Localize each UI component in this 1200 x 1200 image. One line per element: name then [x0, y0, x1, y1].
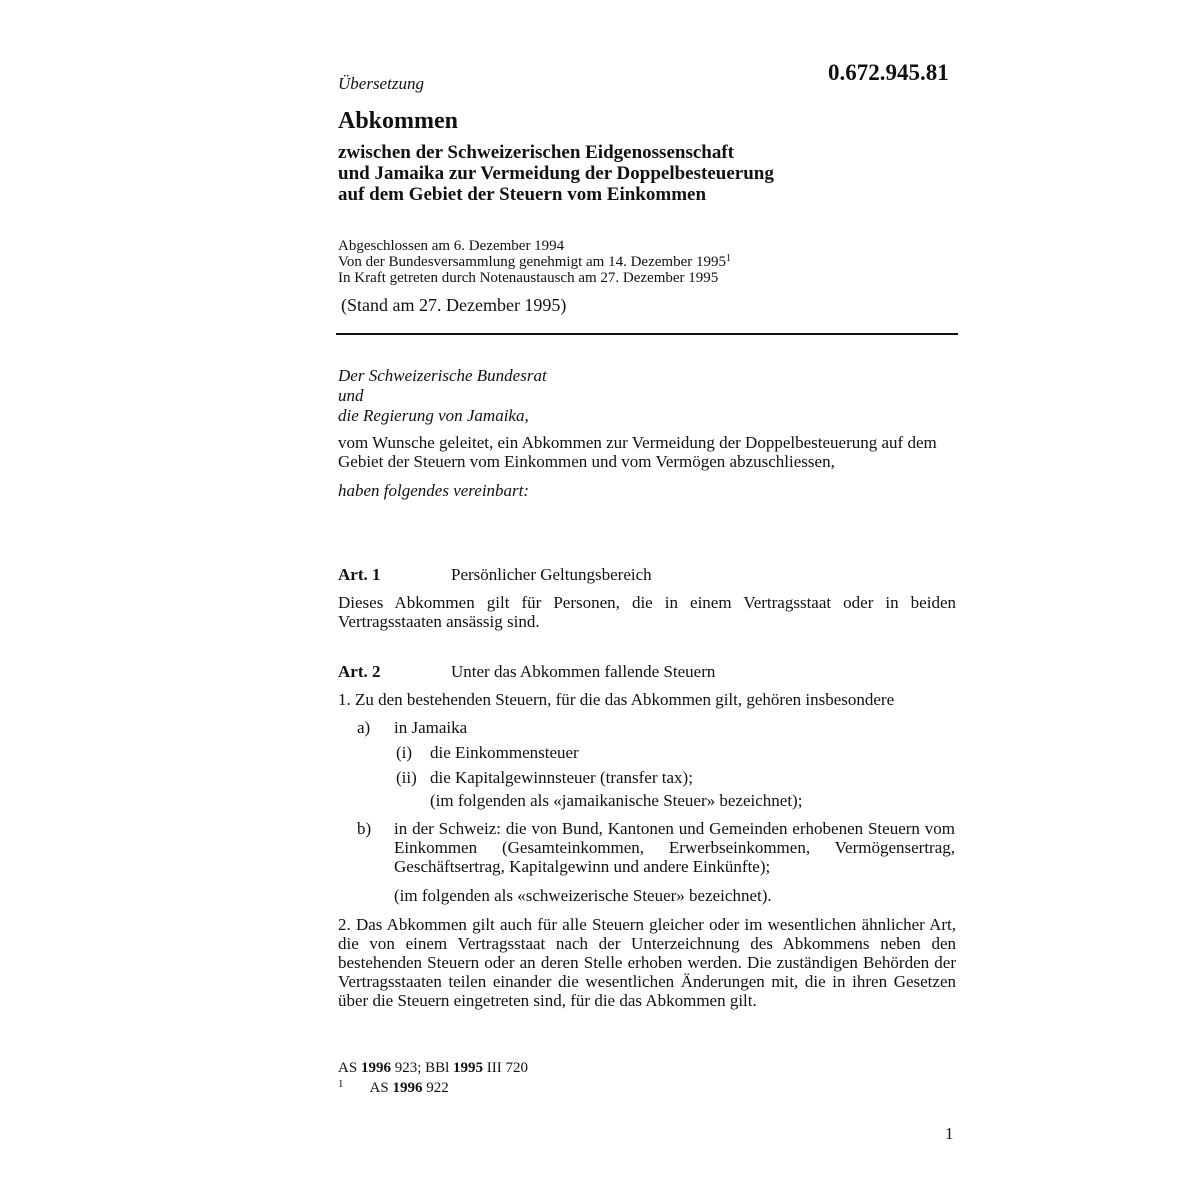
preamble-text: vom Wunsche geleitet, ein Abkommen zur Vermeidung der Doppelbesteuerung auf dem Gebiet der Steuern vom Einkommen und vom Vermögen abzuschliessen,	[338, 433, 937, 471]
approval-text: Von der Bundesversammlung genehmigt am 14. Dezember 1995	[338, 254, 726, 270]
article-paragraph: 1. Zu den bestehenden Steuern, für die das Abkommen gilt, gehören insbesondere	[338, 690, 895, 709]
sublist-item: die Kapitalgewinnsteuer (transfer tax);	[430, 768, 693, 787]
citation-text: 922	[422, 1080, 449, 1096]
list-item: in Jamaika	[394, 718, 468, 737]
concluded-date: Abgeschlossen am 6. Dezember 1994	[338, 238, 565, 254]
citation-year: 1996	[392, 1080, 423, 1096]
citation-text: AS	[338, 1060, 361, 1076]
document-title: Abkommen	[338, 108, 459, 134]
source-citation	[338, 1059, 528, 1078]
document-subtitle	[338, 142, 774, 205]
sublist-label: (i)	[396, 743, 413, 762]
article-text: Dieses Abkommen gilt für Personen, die in einem Vertragsstaat oder in beiden Vertragsstaaten ansässig sind.	[338, 593, 956, 631]
subtitle-line: zwischen der Schweizerischen Eidgenossenschaft	[338, 142, 734, 163]
article-title: Persönlicher Geltungsbereich	[451, 565, 652, 584]
footnote-1	[338, 1079, 449, 1099]
article-title: Unter das Abkommen fallende Steuern	[451, 662, 716, 681]
article-paragraph: 2. Das Abkommen gilt auch für alle Steuern gleicher oder im wesentlichen ähnlicher Art, die von einem Vertragsstaat nach der Unterzeichnung des Abkommens neben den bestehenden Steuern oder an deren Stelle erhoben werden. Die zuständigen Behörden der Vertragsstaaten teilen einander die wesentlichen Änderungen mit, die in ihren Gesetzen über die Steuern eingetreten sind, für die das Abkommen gilt.	[338, 915, 956, 1010]
list-item: in der Schweiz: die von Bund, Kantonen und Gemeinden erhobenen Steuern vom Einkommen (Gesamteinkommen, Erwerbseinkommen, Vermögensertrag, Geschäftsertrag, Kapitalgewinn und andere Einkünfte);	[394, 819, 955, 876]
document-metadata	[338, 238, 731, 286]
sr-number: 0.672.945.81	[828, 60, 949, 85]
citation-year: 1995	[453, 1060, 484, 1076]
page-number: 1	[945, 1124, 954, 1143]
citation-year: 1996	[360, 1060, 391, 1076]
article-number: Art. 1	[338, 565, 381, 584]
citation-text: III 720	[483, 1060, 529, 1076]
list-note: (im folgenden als «schweizerische Steuer» bezeichnet).	[394, 886, 772, 905]
footnote-mark: 1	[338, 1078, 344, 1090]
party-conjunction: und	[338, 386, 364, 405]
list-label: b)	[357, 819, 372, 838]
in-force-date: In Kraft getreten durch Notenaustausch am 27. Dezember 1995	[338, 270, 719, 286]
footnote-ref: 1	[725, 253, 731, 264]
status-date: (Stand am 27. Dezember 1995)	[341, 295, 567, 315]
preamble-closing: haben folgendes vereinbart:	[338, 481, 530, 500]
citation-text: AS	[369, 1080, 393, 1096]
party-jamaica: die Regierung von Jamaika,	[338, 406, 529, 425]
list-label: a)	[357, 718, 371, 737]
translation-label: Übersetzung	[338, 74, 424, 93]
sublist-label: (ii)	[396, 768, 417, 787]
subtitle-line: und Jamaika zur Vermeidung der Doppelbesteuerung	[338, 163, 774, 184]
sublist-item: die Einkommensteuer	[430, 743, 579, 762]
subtitle-line: auf dem Gebiet der Steuern vom Einkommen	[338, 184, 707, 205]
citation-text: 923; BBl	[390, 1060, 454, 1076]
article-number: Art. 2	[338, 662, 381, 681]
party-swiss: Der Schweizerische Bundesrat	[338, 366, 547, 385]
header-divider	[336, 333, 958, 335]
list-note: (im folgenden als «jamaikanische Steuer» bezeichnet);	[430, 791, 803, 810]
approval-date	[338, 254, 731, 270]
preamble-parties	[338, 366, 547, 426]
